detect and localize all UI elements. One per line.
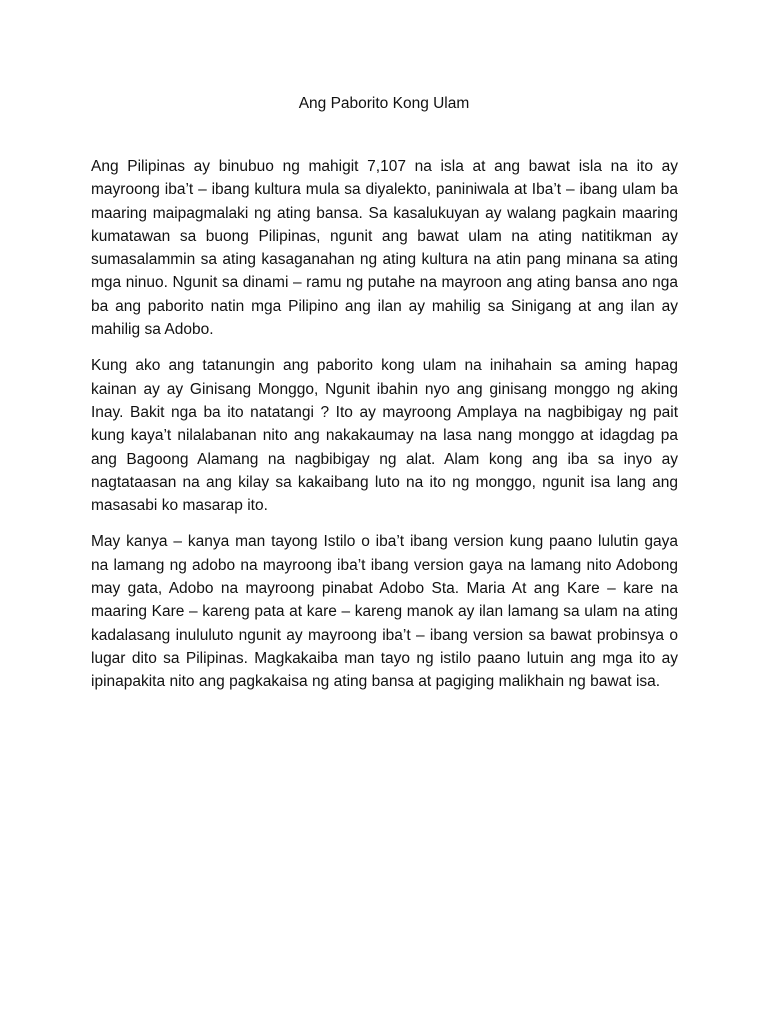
paragraph-1: Ang Pilipinas ay binubuo ng mahigit 7,107 na isla at ang bawat isla na ito ay mayroong iba’t – ibang kultura mula sa diyalekto, paniniwala at Iba’t – ibang ulam ba maaring maipagmalaki ng ating bansa. Sa kasalukuyan ay walang pagkain maaring kumatawan sa buong Pilipinas, ngunit ang bawat ulam na ating natitikman ay sumasalammin sa ating kasaganahan ng ating kultura na atin pang minana sa ating mga ninuo. Ngunit sa dinami – ramu ng putahe na mayroon ang ating bansa ano nga ba ang paborito natin mga Pilipino ang ilan ay mahilig sa Sinigang at ang ilan ay mahilig sa Adobo.: [91, 158, 678, 339]
paragraph-2: Kung ako ang tatanungin ang paborito kong ulam na inihahain sa aming hapag kainan ay ay Ginisang Monggo, Ngunit ibahin nyo ang ginisang monggo ng aking Inay. Bakit nga ba ito natatangi ? Ito ay mayroong Amplaya na nagbibigay ng pait kung kaya’t nilalabanan nito ang nakakaumay na lasa nang monggo at idagdag pa ang Bagoong Alamang na nagbibigay ng alat. Alam kong ang iba sa inyo ay nagtataasan na ang kilay sa kakaibang luto na ito ng monggo, ngunit isa lang ang masasabi ko masarap ito.: [91, 357, 678, 515]
paragraph-3: May kanya – kanya man tayong Istilo o iba’t ibang version kung paano lulutin gaya na lamang ng adobo na mayroong iba’t ibang version gaya na lamang nito Adobong may gata, Adobo na mayroong pinabat Adobo Sta. Maria At ang Kare – kare na maaring Kare – kareng pata at kare – kareng manok ay ilan lamang sa ulam na ating kadalasang inululuto ngunit ay mayroong iba’t – ibang version sa bawat probinsya o lugar dito sa Pilipinas. Magkakaiba man tayo ng istilo paano lutuin ang mga ito ay ipinapakita nito ang pagkakaisa ng ating bansa at pagiging malikhain ng bawat isa.: [91, 533, 678, 691]
document-body: [91, 155, 678, 707]
document-title: Ang Paborito Kong Ulam: [298, 95, 470, 112]
